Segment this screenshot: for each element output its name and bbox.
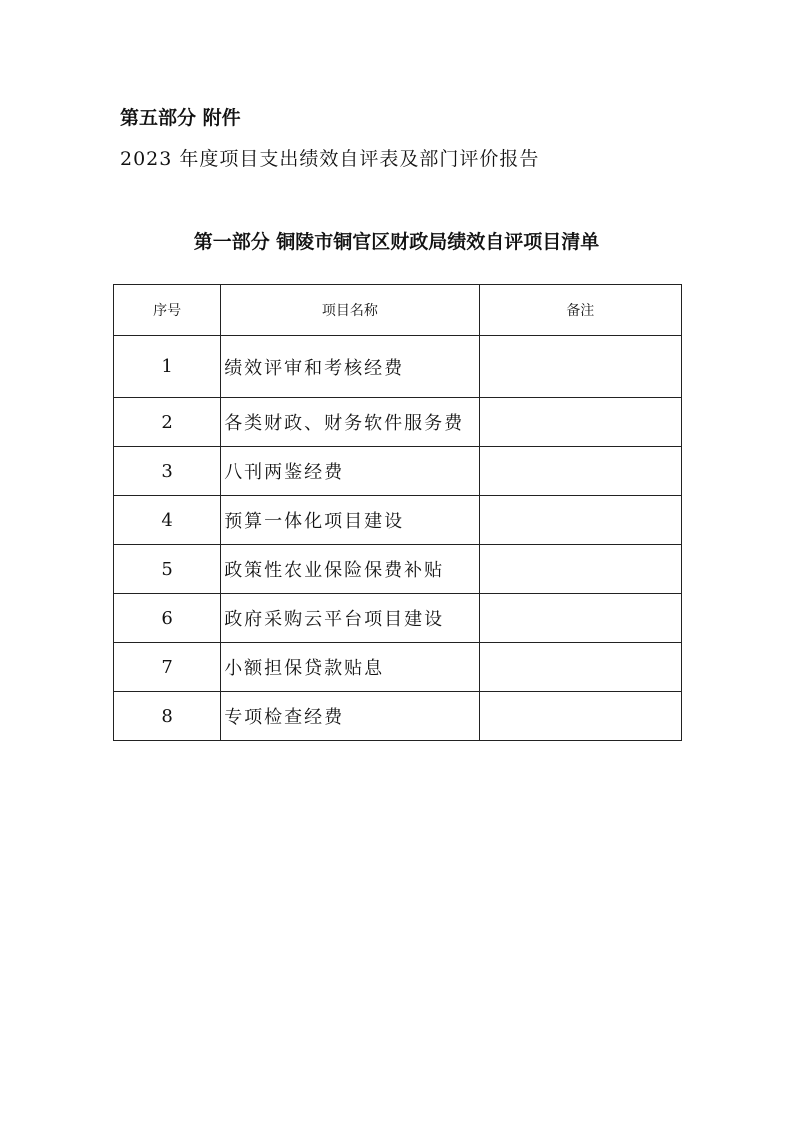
- table-row: [114, 447, 682, 496]
- column-header-seq: 序号: [114, 285, 221, 336]
- project-name-cell: 政策性农业保险保费补贴: [221, 545, 479, 594]
- document-subtitle: 2023 年度项目支出绩效自评表及部门评价报告: [120, 148, 540, 170]
- project-name-cell: 专项检查经费: [221, 692, 479, 741]
- table-row: [114, 398, 682, 447]
- note-cell: [479, 496, 681, 545]
- seq-cell: 3: [114, 447, 221, 496]
- section-heading: 第五部分 附件: [120, 107, 241, 129]
- table-row: [114, 692, 682, 741]
- project-name-cell: 预算一体化项目建设: [221, 496, 479, 545]
- table-row: [114, 336, 682, 398]
- note-cell: [479, 447, 681, 496]
- note-cell: [479, 692, 681, 741]
- seq-cell: 7: [114, 643, 221, 692]
- note-cell: [479, 643, 681, 692]
- note-cell: [479, 545, 681, 594]
- seq-cell: 8: [114, 692, 221, 741]
- project-name-cell: 各类财政、财务软件服务费: [221, 398, 479, 447]
- column-header-name: 项目名称: [221, 285, 479, 336]
- note-cell: [479, 594, 681, 643]
- table-row: [114, 496, 682, 545]
- table-title: 第一部分 铜陵市铜官区财政局绩效自评项目清单: [193, 231, 600, 253]
- seq-cell: 1: [114, 336, 221, 398]
- table-row: [114, 643, 682, 692]
- project-name-cell: 八刊两鉴经费: [221, 447, 479, 496]
- table-header-row: [114, 285, 682, 336]
- column-header-note: 备注: [479, 285, 681, 336]
- table-row: [114, 594, 682, 643]
- seq-cell: 5: [114, 545, 221, 594]
- project-name-cell: 绩效评审和考核经费: [221, 336, 479, 398]
- table-row: [114, 545, 682, 594]
- note-cell: [479, 336, 681, 398]
- project-list-table: [113, 284, 682, 741]
- project-name-cell: 政府采购云平台项目建设: [221, 594, 479, 643]
- seq-cell: 6: [114, 594, 221, 643]
- seq-cell: 4: [114, 496, 221, 545]
- note-cell: [479, 398, 681, 447]
- project-name-cell: 小额担保贷款贴息: [221, 643, 479, 692]
- seq-cell: 2: [114, 398, 221, 447]
